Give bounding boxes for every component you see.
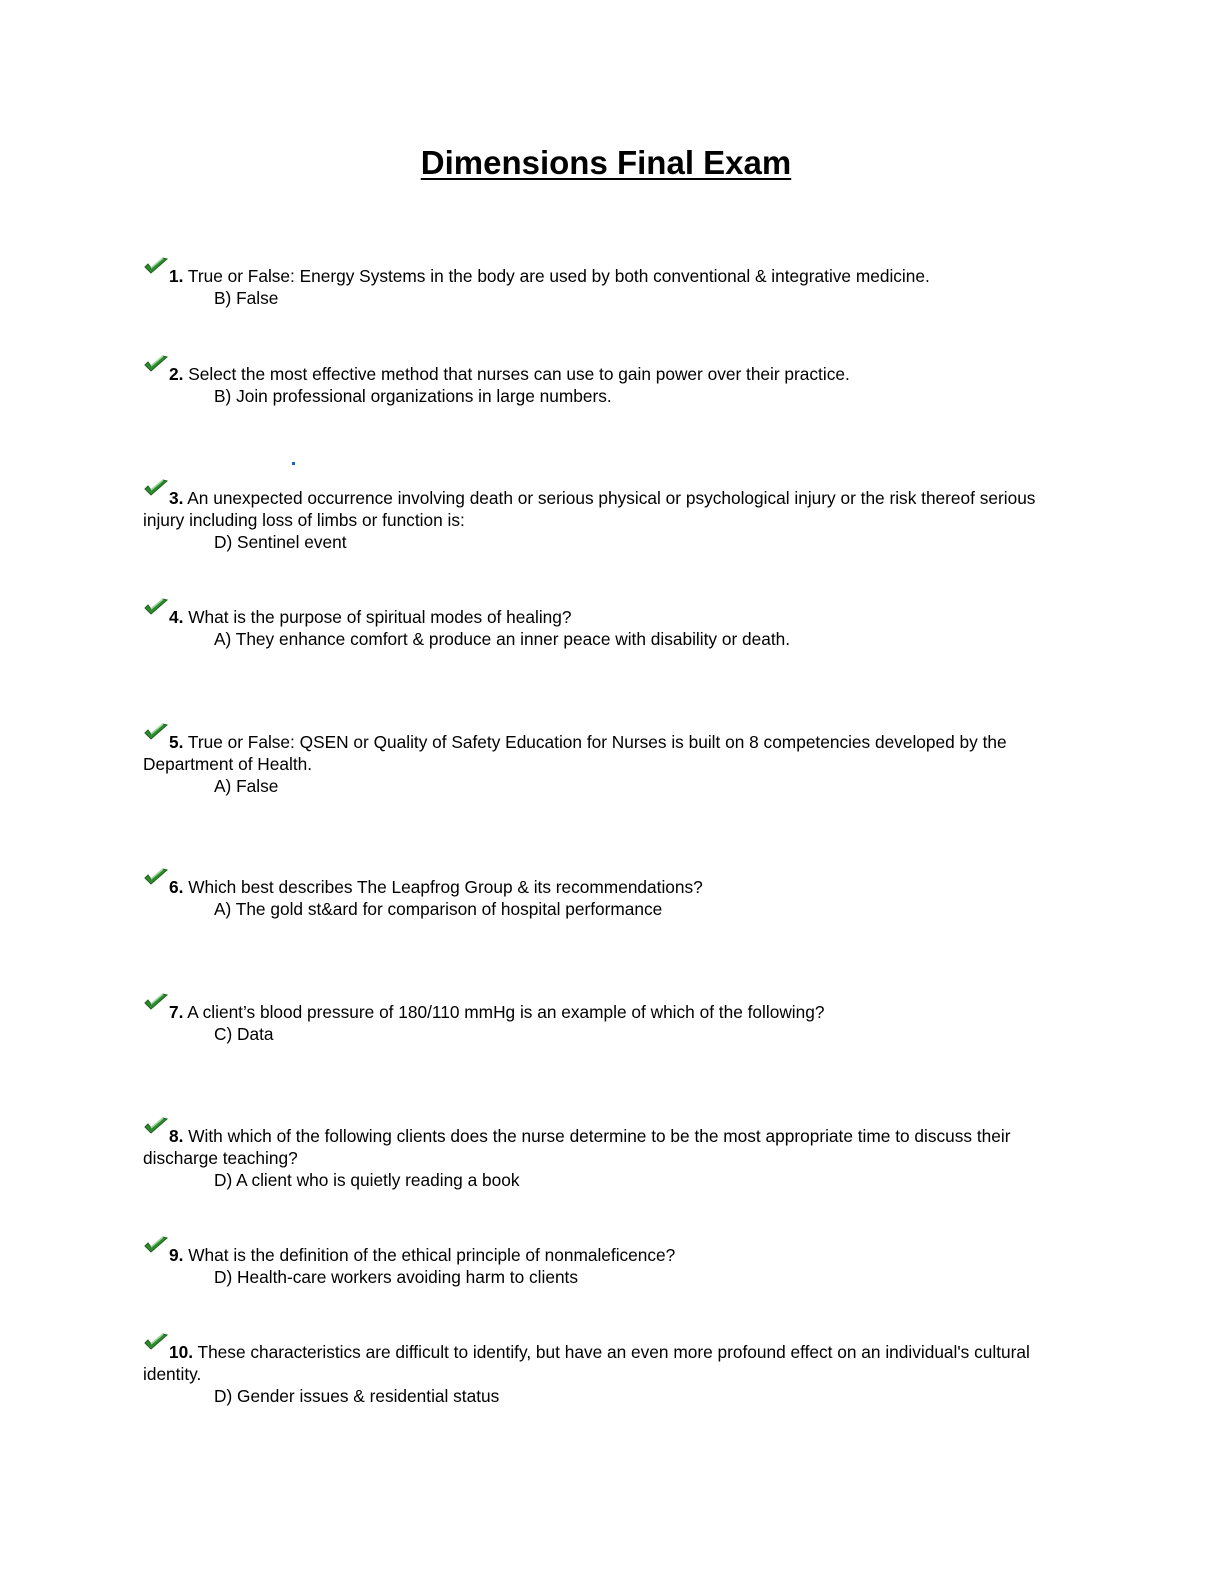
check-mark-icon: [143, 478, 169, 500]
check-mark-icon: [143, 597, 169, 619]
check-mark-icon: [143, 992, 169, 1014]
check-mark-icon: [143, 1332, 169, 1354]
answer-text: A) The gold st&ard for comparison of hospital performance: [214, 899, 663, 919]
stray-dot: [292, 462, 295, 465]
question-number: 9.: [169, 1245, 184, 1265]
check-mark-icon: [143, 1235, 169, 1257]
answer-text: A) They enhance comfort & produce an inner peace with disability or death.: [214, 629, 791, 649]
question-item-9: [143, 1241, 1063, 1288]
question-item-7: [143, 998, 1063, 1045]
question-item-10: [143, 1338, 1063, 1407]
question-text: These characteristics are difficult to identify, but have an even more profound effect on an individual's cultural identity.: [143, 1342, 1030, 1384]
check-mark-icon: [143, 354, 169, 376]
question-text: Which best describes The Leapfrog Group & its recommendations?: [183, 877, 703, 897]
question-text: What is the purpose of spiritual modes of healing?: [183, 607, 572, 627]
answer-text: A) False: [214, 776, 279, 796]
question-item-3: [143, 484, 1063, 553]
question-text: True or False: QSEN or Quality of Safety Education for Nurses is built on 8 competencies developed by the Department of Health.: [143, 732, 1007, 774]
answer-text: D) Health-care workers avoiding harm to clients: [214, 1267, 579, 1287]
question-number: 2.: [169, 364, 184, 384]
check-mark-icon: [143, 867, 169, 889]
question-item-4: [143, 603, 1063, 650]
question-number: 6.: [169, 877, 184, 897]
question-text: What is the definition of the ethical principle of nonmaleficence?: [183, 1245, 676, 1265]
question-number: 1.: [169, 266, 184, 286]
question-text: An unexpected occurrence involving death or serious physical or psychological injury or the risk thereof serious injury including loss of limbs or function is:: [143, 488, 1036, 530]
question-number: 7.: [169, 1002, 184, 1022]
question-item-5: [143, 728, 1063, 797]
question-text: With which of the following clients does the nurse determine to be the most appropriate time to discuss their discharge teaching?: [143, 1126, 1011, 1168]
question-item-6: [143, 873, 1063, 920]
question-item-8: [143, 1122, 1063, 1191]
question-line: [143, 1241, 1063, 1266]
question-number: 10.: [169, 1342, 194, 1362]
question-line: [143, 484, 1063, 531]
answer-text: C) Data: [214, 1024, 274, 1044]
question-text: Select the most effective method that nurses can use to gain power over their practice.: [183, 364, 850, 384]
answer-text: B) False: [214, 288, 279, 308]
question-text: A client’s blood pressure of 180/110 mmHg is an example of which of the following?: [183, 1002, 825, 1022]
question-line: [143, 262, 1063, 287]
answer-text: B) Join professional organizations in large numbers.: [214, 386, 612, 406]
question-line: [143, 603, 1063, 628]
question-number: 3.: [169, 488, 184, 508]
check-mark-icon: [143, 256, 169, 278]
question-line: [143, 728, 1063, 775]
question-number: 5.: [169, 732, 184, 752]
check-mark-icon: [143, 1116, 169, 1138]
answer-text: D) A client who is quietly reading a book: [214, 1170, 520, 1190]
answer-text: D) Sentinel event: [214, 532, 347, 552]
document-title: Dimensions Final Exam: [420, 144, 792, 181]
question-line: [143, 360, 1063, 385]
question-line: [143, 1122, 1063, 1169]
question-item-2: [143, 360, 1063, 407]
check-mark-icon: [143, 722, 169, 744]
question-number: 8.: [169, 1126, 184, 1146]
question-text: True or False: Energy Systems in the body are used by both conventional & integrative medicine.: [183, 266, 930, 286]
question-line: [143, 873, 1063, 898]
question-line: [143, 1338, 1063, 1385]
question-line: [143, 998, 1063, 1023]
question-item-1: [143, 262, 1063, 309]
answer-text: D) Gender issues & residential status: [214, 1386, 500, 1406]
question-number: 4.: [169, 607, 184, 627]
